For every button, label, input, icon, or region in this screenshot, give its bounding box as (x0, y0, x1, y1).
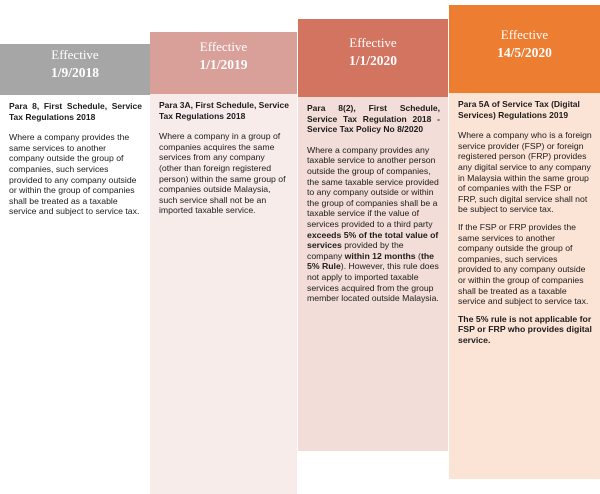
rule-note: The 5% rule is not applicable for FSP or FRP who provides digital service. (458, 313, 592, 345)
regulation-reference: Para 3A, First Schedule, Service Tax Regulations 2018 (159, 100, 289, 121)
effective-date: 1/1/2019 (199, 57, 248, 72)
regulation-reference: Para 5A of Service Tax (Digital Services) Regulations 2019 (458, 99, 580, 120)
effective-date: 14/5/2020 (497, 45, 552, 60)
effective-label: Effective (199, 39, 248, 54)
column-2018-body (0, 95, 150, 481)
effective-date: 1/1/2020 (348, 53, 397, 68)
regulation-reference: Para 8(2), First Schedule, Service Tax Regulation 2018 - Service Tax Policy No 8/2020 (307, 103, 440, 135)
column-2020-jan-body (298, 97, 448, 451)
effective-label: Effective (51, 47, 99, 62)
rule-text: Where a company who is a foreign service provider (FSP) or foreign registered person (FRP) provides any digital service to any company in Malaysia within the same group of companies with the FSP or FRP, such digital service shall not be subject to service tax. (458, 130, 592, 215)
rule-text: Where a company in a group of companies acquires the same services from any company (other than foreign registered person) within the same group of companies outside Malaysia, such service shall not be an imported taxable service. (159, 131, 286, 216)
effective-date: 1/9/2018 (50, 65, 99, 80)
column-2019-body (150, 94, 297, 494)
column-2018-header (0, 44, 150, 95)
column-2020-jan-header (298, 19, 448, 97)
column-2019-header (150, 32, 297, 94)
rule-text: Where a company provides any taxable service to another person outside the group of companies, the same taxable service provided to any company outside or within the group of companies shall be a taxable service if the value of services provided to a third party exceeds 5% of the total value of services provided by the company within 12 months (the 5% Rule). However, this rule does not apply to imported taxable services acquired from the group member located outside Malaysia. (307, 144, 439, 304)
column-2019 (150, 32, 297, 481)
effective-label: Effective (349, 35, 397, 50)
regulation-reference: Para 8, First Schedule, Service Tax Regulations 2018 (9, 101, 142, 122)
effective-label: Effective (500, 27, 549, 42)
rule-text: Where a company provides the same services to another company outside the group of companies, such services provided to any company outside or within the group of companies shall be treated as a taxable service and subject to service tax. (9, 132, 140, 217)
rule-text-second: If the FSP or FRP provides the same services to another company outside the group of companies, such services provided to any company outside or within the group of companies shall be treated as a taxable service and subject to service tax. (458, 221, 589, 307)
column-2018 (0, 44, 150, 481)
column-2020-jan (298, 19, 448, 481)
column-2020-may (449, 5, 600, 481)
column-2020-may-header (449, 5, 600, 98)
column-2020-may-body (449, 93, 600, 479)
